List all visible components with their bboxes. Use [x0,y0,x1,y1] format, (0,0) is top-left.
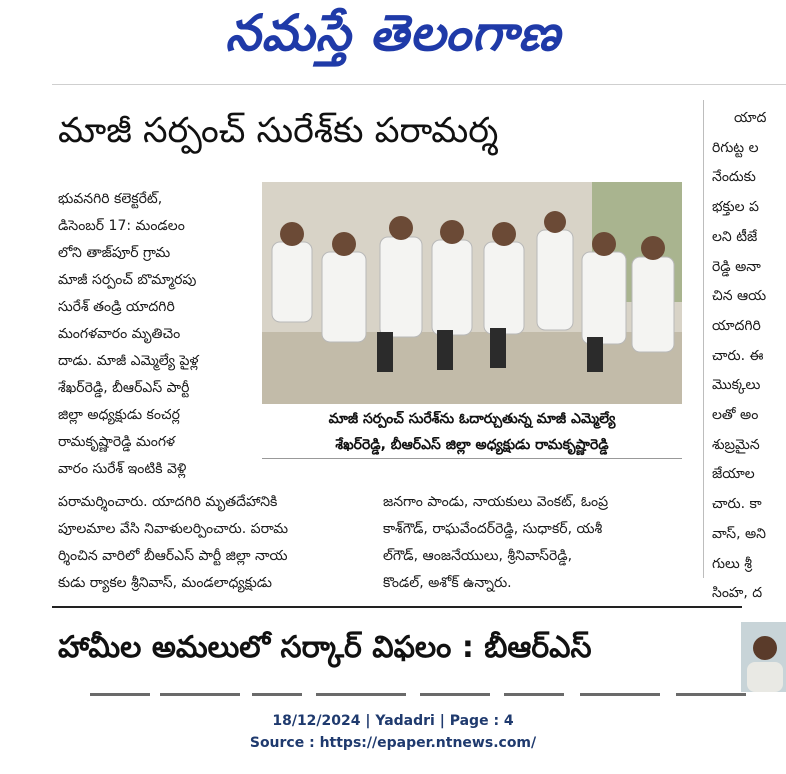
article-photo [262,182,682,404]
article-body-mid [383,489,683,597]
article-lead [58,186,258,483]
body-line: కుడు ర్యాకల శ్రీనివాస్, మండలాధ్యక్షుడు [58,575,272,591]
side-line: శుబ్రమైన [712,436,760,453]
side-line: నేందుకు [712,169,756,186]
side-line: రెడ్డి అనా [712,258,761,275]
body-line: పరామర్శించారు. యాదగిరి మృతదేహానికి [58,494,278,510]
side-line: చారు. కా [712,496,762,513]
side-line: చిన ఆయ [712,288,767,305]
second-headline: హామీల అమలులో సర్కార్ విఫలం : బీఆర్ఎస్ [58,630,592,665]
photo-caption [262,406,682,459]
cut-off-text-strip [90,688,786,696]
lead-line: డిసెంబర్ 17: మండలం [58,218,185,234]
lead-line: మంగళవారం మృతిచెం [58,326,181,342]
lead-line: దాడు. మాజీ ఎమ్మెల్యే పైళ్ల [58,353,199,369]
body-line: ర్శించిన వారిలో బీఆర్‌ఎస్ పార్టీ జిల్లా నాయ [58,548,288,564]
side-column [712,104,786,609]
top-rule [52,84,786,85]
footer [0,710,786,754]
thumbnail-photo [741,622,786,692]
side-line: జేయాల [712,466,755,483]
side-line: లని టీజే [712,228,758,245]
article-body-left [58,489,372,597]
side-line: యాద [734,110,767,126]
column-divider [703,100,704,578]
body-line: ల్‌గౌడ్, ఆంజనేయులు, శ్రీనివాస్‌రెడ్డి, [383,548,573,564]
caption-line: మాజీ సర్పంచ్ సురేశ్‌ను ఓదార్చుతున్న మాజీ ఎమ్మెల్యే [328,411,616,427]
body-line: పూలమాల వేసి నివాళులర్పించారు. పరామ [58,521,289,537]
lead-line: మాజీ సర్పంచ్ బొమ్మారపు [58,272,197,288]
lead-line: వారం సురేశ్ ఇంటికి వెళ్లి [58,461,187,477]
lead-line: జిల్లా అధ్యక్షుడు కంచర్ల [58,407,180,423]
lead-line: లోని తాజ్‌పూర్ గ్రామ [58,245,171,261]
side-line: భక్తుల ప [712,199,759,216]
lead-line: రామకృష్ణారెడ్డి మంగళ [58,434,176,450]
side-line: సింహ, ద [712,585,763,602]
footer-date-edition: 18/12/2024 | Yadadri | Page : 4 [272,713,514,729]
caption-line: శేఖర్‌రెడ్డి, బీఆర్‌ఎస్ జిల్లా అధ్యక్షుడు రామకృష్ణారెడ్డి [262,432,682,459]
side-line: రిగుట్ట ల [712,139,759,156]
side-line: వాస్, అని [712,525,766,542]
masthead-logo: నమస్తే తెలంగాణ [225,4,561,62]
lead-line: సురేశ్ తండ్రి యాదగిరి [58,299,175,315]
side-line: గులు శ్రీ [712,555,752,572]
side-line: మొక్కలు [712,377,761,394]
article-headline: మాజీ సర్పంచ్ సురేశ్‌కు పరామర్శ [58,111,499,151]
side-line: చారు. ఈ [712,347,764,364]
body-line: కాశ్‌గౌడ్, రాఘవేందర్‌రెడ్డి, సుధాకర్, యశీ [383,521,603,537]
section-rule [52,606,742,608]
lead-line: శేఖర్‌రెడ్డి, బీఆర్‌ఎస్ పార్టీ [58,380,190,396]
body-line: కొండల్, అశోక్ ఉన్నారు. [383,575,512,591]
footer-source-link[interactable]: Source : https://epaper.ntnews.com/ [249,735,537,751]
body-line: జనగాం పాండు, నాయకులు వెంకట్, ఓంప్ర [383,494,609,510]
side-line: లతో అం [712,407,759,424]
lead-line: భువనగిరి కలెక్టరేట్, [58,191,163,207]
side-line: యాదగిరి [712,317,761,334]
